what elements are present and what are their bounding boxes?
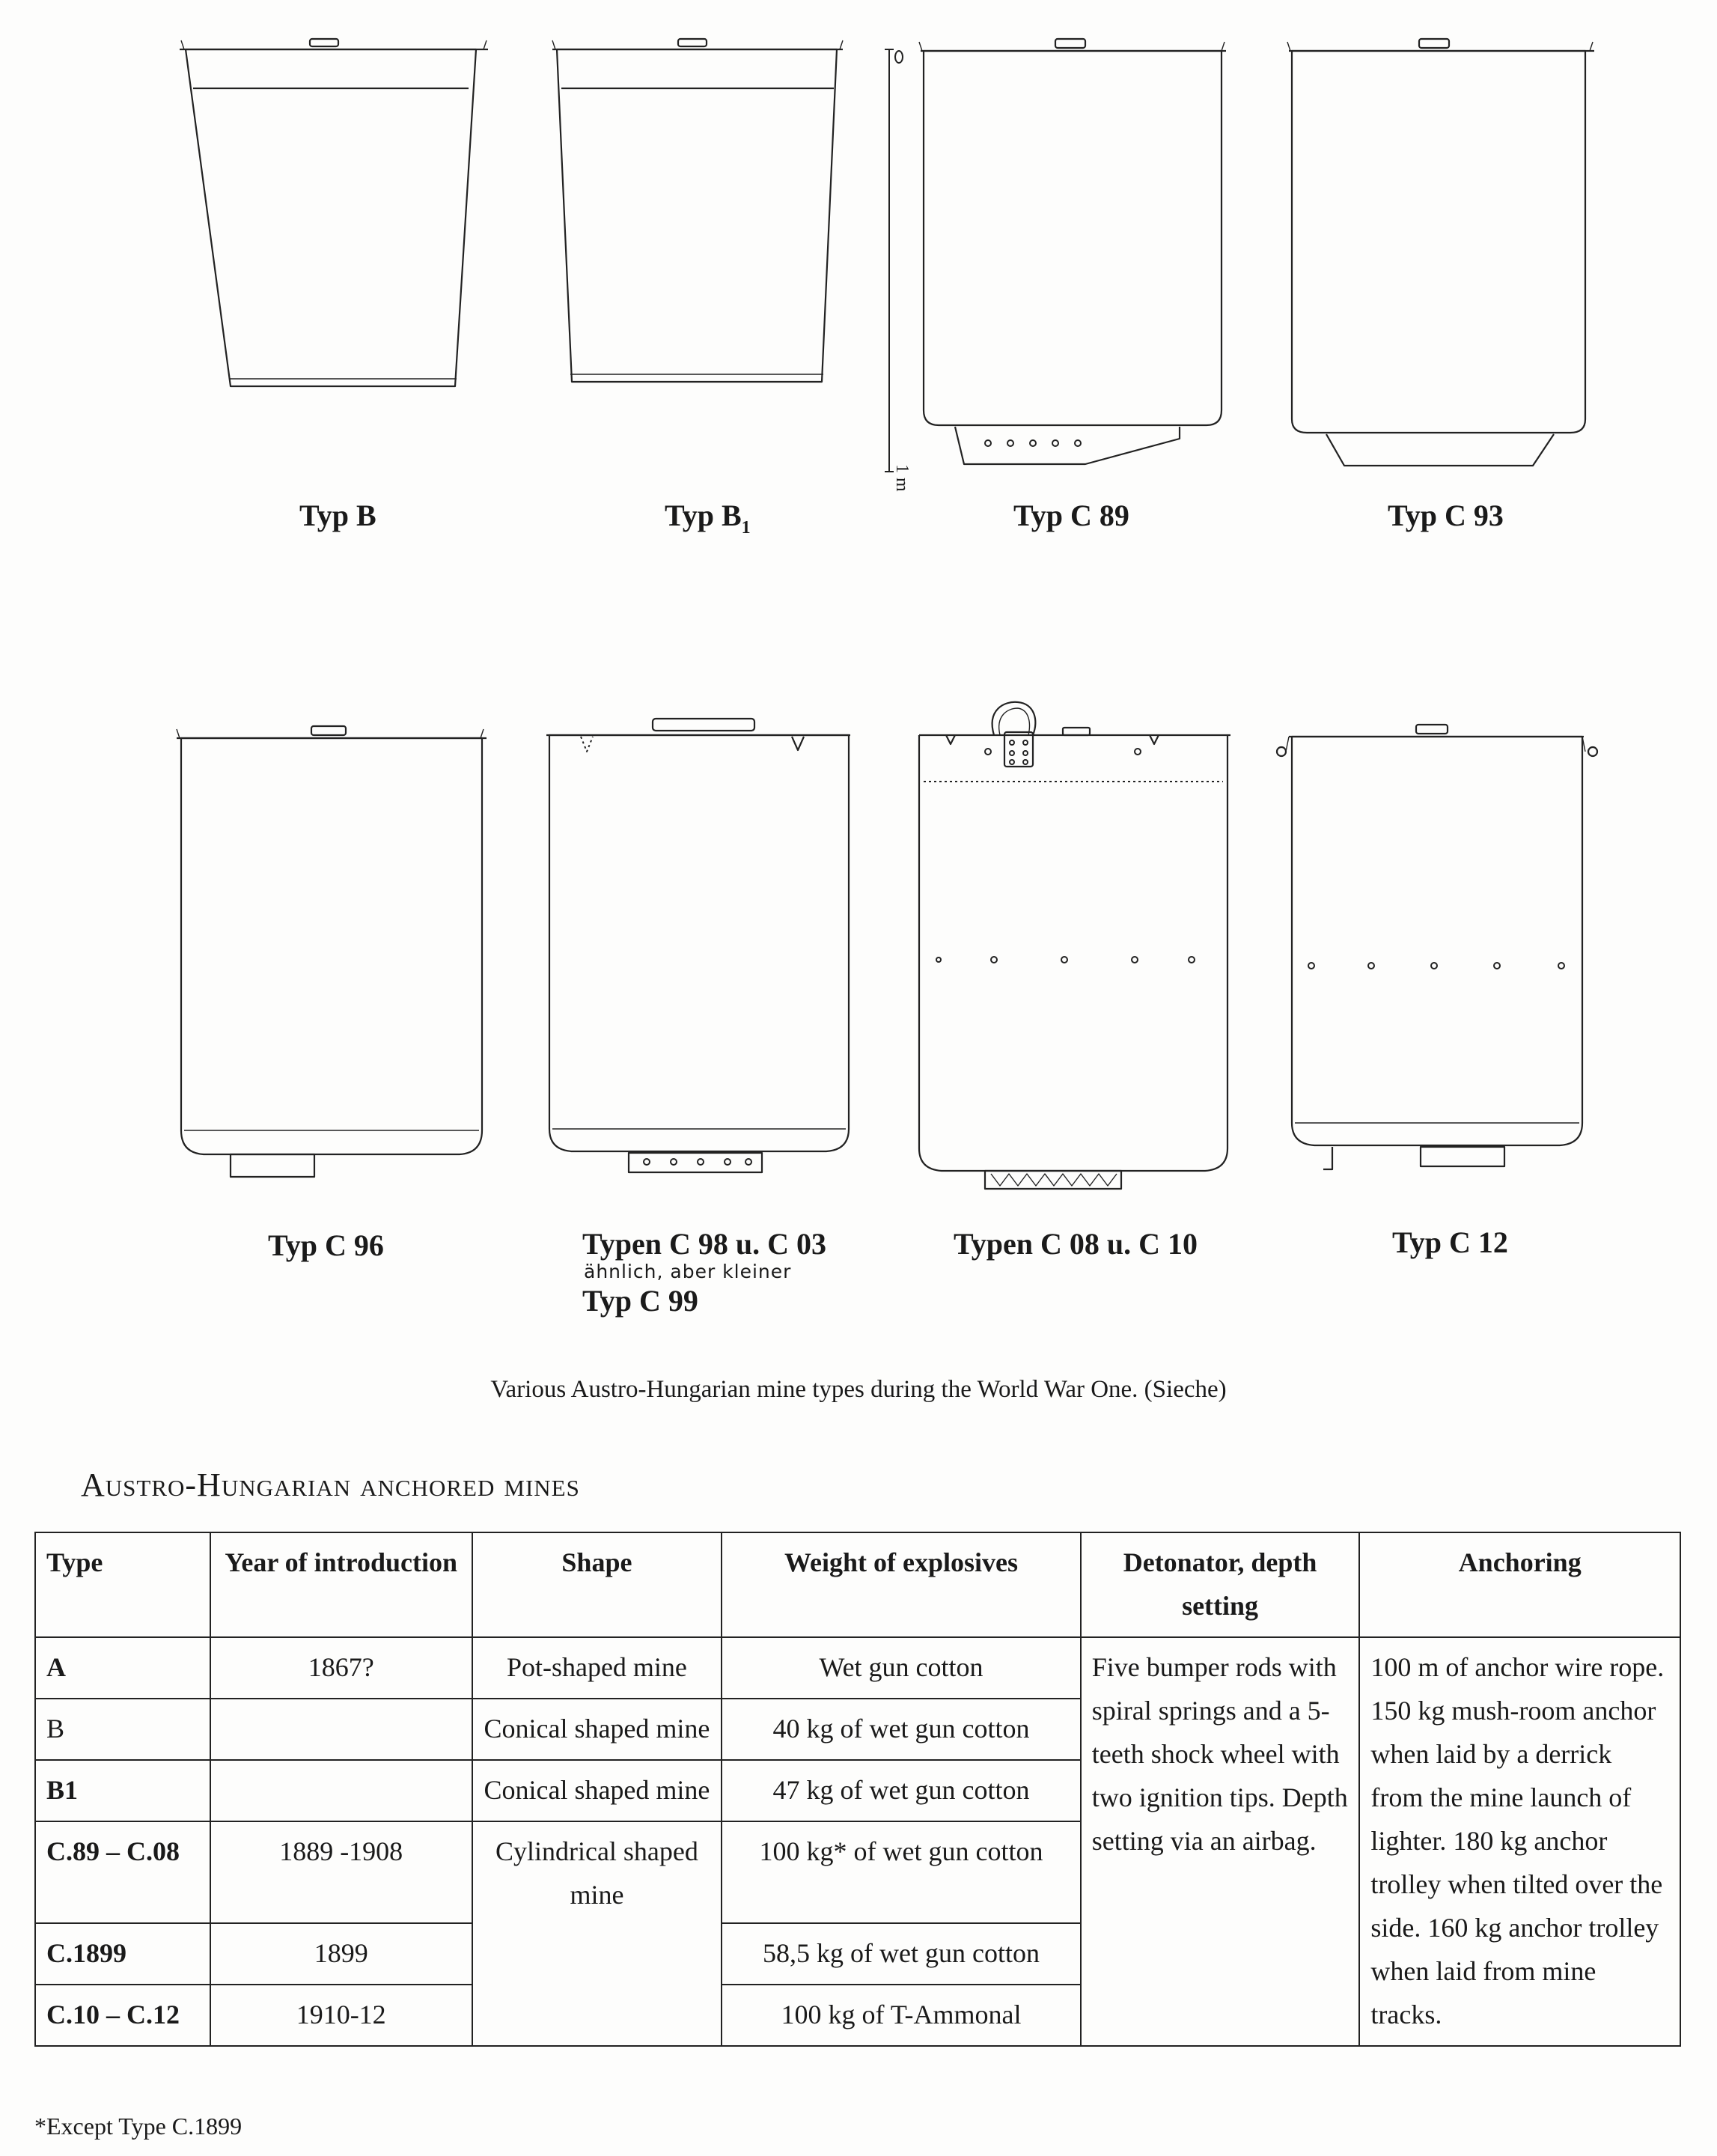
col-header-detonator: Detonator, depth setting [1081, 1532, 1360, 1637]
table-heading: Austro-Hungarian anchored mines [81, 1467, 580, 1503]
scale-label: 1 m [892, 464, 912, 492]
cell-year [210, 1699, 472, 1760]
cell-shape: Cylindrical shaped mine [472, 1821, 722, 2046]
cell-weight: 40 kg of wet gun cotton [722, 1699, 1080, 1760]
cell-weight: 100 kg of T-Ammonal [722, 1985, 1080, 2046]
label-typ-b1 [665, 498, 751, 538]
cell-type: C.89 – C.08 [35, 1821, 210, 1923]
cell-shape: Conical shaped mine [472, 1699, 722, 1760]
label-typ-b [299, 498, 376, 533]
label-typ-c12 [1392, 1225, 1508, 1260]
label-typ-c99 [582, 1283, 698, 1318]
cell-type: A [35, 1637, 210, 1699]
mine-drawing-typ-c08 [916, 696, 1238, 1190]
label-typ-c93-text: Typ C 93 [1388, 499, 1504, 532]
col-header-weight: Weight of explosives [722, 1532, 1080, 1637]
cell-shape: Conical shaped mine [472, 1760, 722, 1821]
mine-drawing-typ-c89 [916, 36, 1230, 470]
col-header-type: Type [35, 1532, 210, 1637]
scale-bar [883, 43, 906, 481]
cell-anchoring: 100 m of anchor wire rope. 150 kg mush-room anchor when laid by a derrick from the mine launch of lighter. 180 kg anchor trolley when tilted over the side. 160 kg anchor trolley when laid from mine tracks. [1359, 1637, 1680, 2046]
label-typ-c08 [954, 1226, 1198, 1261]
cell-type: B1 [35, 1760, 210, 1821]
col-header-shape: Shape [472, 1532, 722, 1637]
figure-caption: Various Austro-Hungarian mine types during the World War One. (Sieche) [490, 1376, 1227, 1403]
label-typ-c08-text: Typen C 08 u. C 10 [954, 1227, 1198, 1261]
label-typ-c12-text: Typ C 12 [1392, 1225, 1508, 1259]
label-typ-c93 [1388, 498, 1504, 533]
mines-table [34, 1532, 1681, 2047]
col-header-anchoring: Anchoring [1359, 1532, 1680, 1637]
cell-detonator: Five bumper rods with spiral springs and a 5-teeth shock wheel with two ignition tips. Depth setting via an airbag. [1081, 1637, 1360, 2046]
cell-type: C.1899 [35, 1923, 210, 1985]
label-typ-b-text: Typ B [299, 499, 376, 532]
cell-year [210, 1760, 472, 1821]
label-typ-c89-text: Typ C 89 [1013, 499, 1129, 532]
table-row [35, 1637, 1680, 1699]
mine-drawing-typ-c12 [1272, 720, 1602, 1199]
label-typ-b1-text: Typ B [665, 499, 742, 532]
label-typ-c98 [582, 1226, 826, 1261]
footnote: *Except Type C.1899 [34, 2113, 243, 2140]
col-header-year: Year of introduction [210, 1532, 472, 1637]
cell-type: B [35, 1699, 210, 1760]
label-typ-b1-subscript: 1 [741, 518, 751, 538]
cell-year: 1867? [210, 1637, 472, 1699]
mine-drawing-typ-c93 [1284, 36, 1599, 470]
mine-drawing-typ-b1 [549, 36, 849, 388]
cell-year: 1910-12 [210, 1985, 472, 2046]
label-typ-c89 [1013, 498, 1129, 533]
cell-weight: 47 kg of wet gun cotton [722, 1760, 1080, 1821]
label-typ-c96-text: Typ C 96 [268, 1228, 384, 1262]
cell-shape: Pot-shaped mine [472, 1637, 722, 1699]
cell-weight: 100 kg* of wet gun cotton [722, 1821, 1080, 1923]
cell-type: C.10 – C.12 [35, 1985, 210, 2046]
cell-year: 1889 -1908 [210, 1821, 472, 1923]
cell-weight: 58,5 kg of wet gun cotton [722, 1923, 1080, 1985]
table-header-row [35, 1532, 1680, 1637]
label-typ-c99-text: Typ C 99 [582, 1284, 698, 1318]
cell-weight: Wet gun cotton [722, 1637, 1080, 1699]
label-typ-c96 [268, 1228, 384, 1263]
cell-year: 1899 [210, 1923, 472, 1985]
mine-drawing-typ-c96 [172, 722, 501, 1186]
label-typ-c98-text: Typen C 98 u. C 03 [582, 1227, 826, 1261]
mine-drawing-typ-b [177, 36, 491, 395]
note-similar-smaller: ähnlich, aber kleiner [584, 1261, 792, 1282]
mine-drawing-typ-c98 [542, 716, 856, 1180]
